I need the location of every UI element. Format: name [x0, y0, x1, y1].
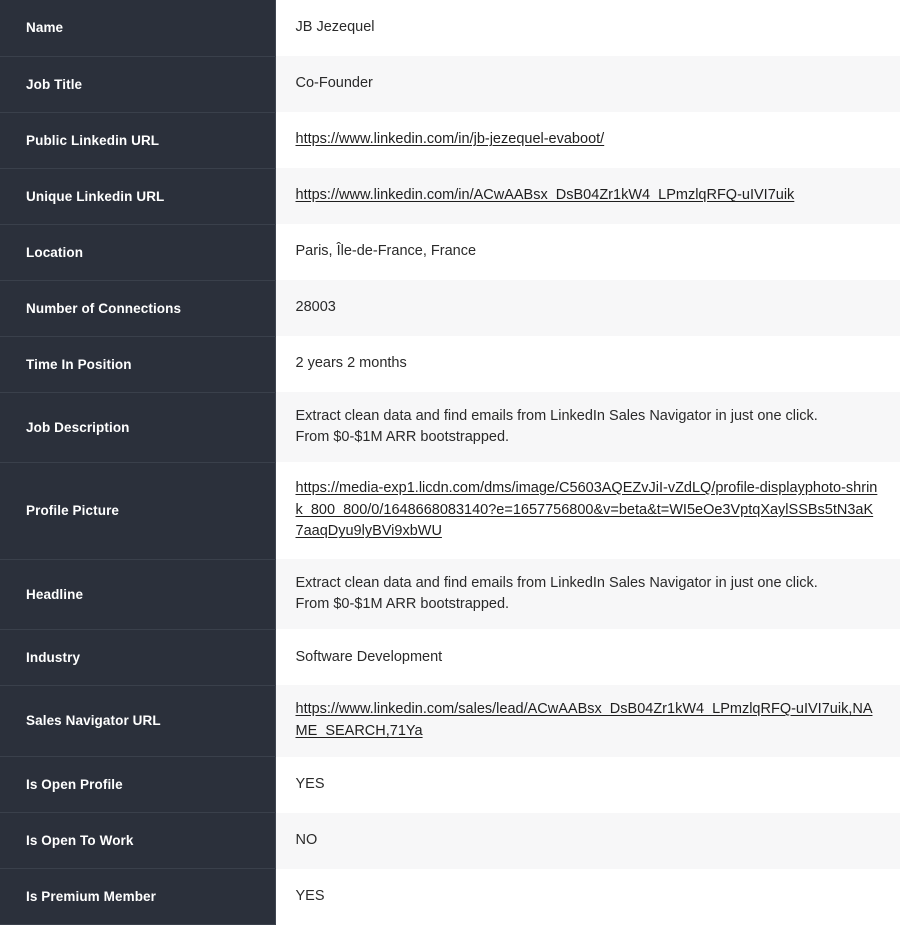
attribute-value-location: [275, 224, 900, 280]
profile-picture-url-link[interactable]: https://media-exp1.licdn.com/dms/image/C5603AQEZvJiI-vZdLQ/profile-displayphoto-shrink_800_800/0/1648668083140?e=1657756800&v=beta&t=WI5eOe3VptqXaylSSBs5tN3aK7aaqDyu9lyBVi9xbWU: [295, 479, 878, 540]
table-row: [0, 224, 900, 280]
table-row: [0, 813, 900, 869]
table-row: [0, 757, 900, 813]
value-line-2: From $0-$1M ARR bootstrapped.: [295, 596, 510, 613]
attribute-value-headline: [275, 559, 900, 629]
attribute-value-industry: [275, 629, 900, 685]
value-text: YES: [295, 888, 325, 905]
attribute-label-industry: Industry: [0, 629, 275, 685]
attribute-label-public-linkedin-url: Public Linkedin URL: [0, 112, 275, 168]
attribute-value-is-premium-member: [275, 869, 900, 925]
attribute-label-is-open-to-work: Is Open To Work: [0, 813, 275, 869]
value-text: [296, 406, 881, 448]
attribute-label-number-of-connections: Number of Connections: [0, 280, 275, 336]
attribute-value-is-open-to-work: [275, 813, 900, 869]
attribute-label-job-description: Job Description: [0, 392, 275, 462]
attribute-value-unique-linkedin-url: [275, 168, 900, 224]
attribute-label-profile-picture: Profile Picture: [0, 462, 275, 559]
value-text: 28003: [295, 299, 336, 316]
value-text: Paris, Île-de-France, France: [295, 243, 477, 260]
unique-linkedin-url-link[interactable]: https://www.linkedin.com/in/ACwAABsx_DsB04Zr1kW4_LPmzlqRFQ-uIVI7uik: [295, 187, 795, 204]
attribute-label-name: Name: [0, 0, 275, 56]
attribute-label-unique-linkedin-url: Unique Linkedin URL: [0, 168, 275, 224]
attribute-value-profile-picture: [275, 462, 900, 559]
value-text: NO: [295, 832, 318, 849]
table-row: [0, 112, 900, 168]
attribute-label-sales-navigator-url: Sales Navigator URL: [0, 685, 275, 757]
attribute-value-job-description: [275, 392, 900, 462]
table-row: [0, 392, 900, 462]
table-row: [0, 685, 900, 757]
attribute-label-headline: Headline: [0, 559, 275, 629]
table-row: [0, 0, 900, 56]
attribute-value-job-title: [275, 56, 900, 112]
attribute-value-time-in-position: [275, 336, 900, 392]
attribute-label-location: Location: [0, 224, 275, 280]
table-row: [0, 462, 900, 559]
attribute-value-number-of-connections: [275, 280, 900, 336]
attribute-label-time-in-position: Time In Position: [0, 336, 275, 392]
table-row: [0, 56, 900, 112]
value-line-1: Extract clean data and find emails from LinkedIn Sales Navigator in just one click.: [295, 408, 818, 424]
value-line-1: Extract clean data and find emails from LinkedIn Sales Navigator in just one click.: [295, 575, 818, 592]
table-row: [0, 280, 900, 336]
attribute-label-job-title: Job Title: [0, 56, 275, 112]
attribute-label-is-open-profile: Is Open Profile: [0, 757, 275, 813]
attribute-label-is-premium-member: Is Premium Member: [0, 869, 275, 925]
table-row: [0, 629, 900, 685]
value-text: [296, 573, 881, 615]
value-text: YES: [295, 776, 325, 793]
value-text: Software Development: [295, 648, 443, 665]
table-row: [0, 336, 900, 392]
value-text: JB Jezequel: [295, 19, 375, 36]
value-text: 2 years 2 months: [295, 355, 407, 372]
table-row: [0, 559, 900, 629]
value-line-2: From $0-$1M ARR bootstrapped.: [295, 429, 510, 446]
sales-navigator-url-link[interactable]: https://www.linkedin.com/sales/lead/ACwAABsx_DsB04Zr1kW4_LPmzlqRFQ-uIVI7uik,NAME_SEARCH,71Ya: [295, 701, 873, 739]
public-linkedin-url-link[interactable]: https://www.linkedin.com/in/jb-jezequel-evaboot/: [295, 131, 605, 148]
attribute-value-sales-navigator-url: [275, 685, 900, 757]
attribute-value-name: [275, 0, 900, 56]
attribute-value-public-linkedin-url: [275, 112, 900, 168]
attribute-value-is-open-profile: [275, 757, 900, 813]
table-row: [0, 168, 900, 224]
value-text: Co-Founder: [295, 75, 373, 92]
table-row: [0, 869, 900, 925]
